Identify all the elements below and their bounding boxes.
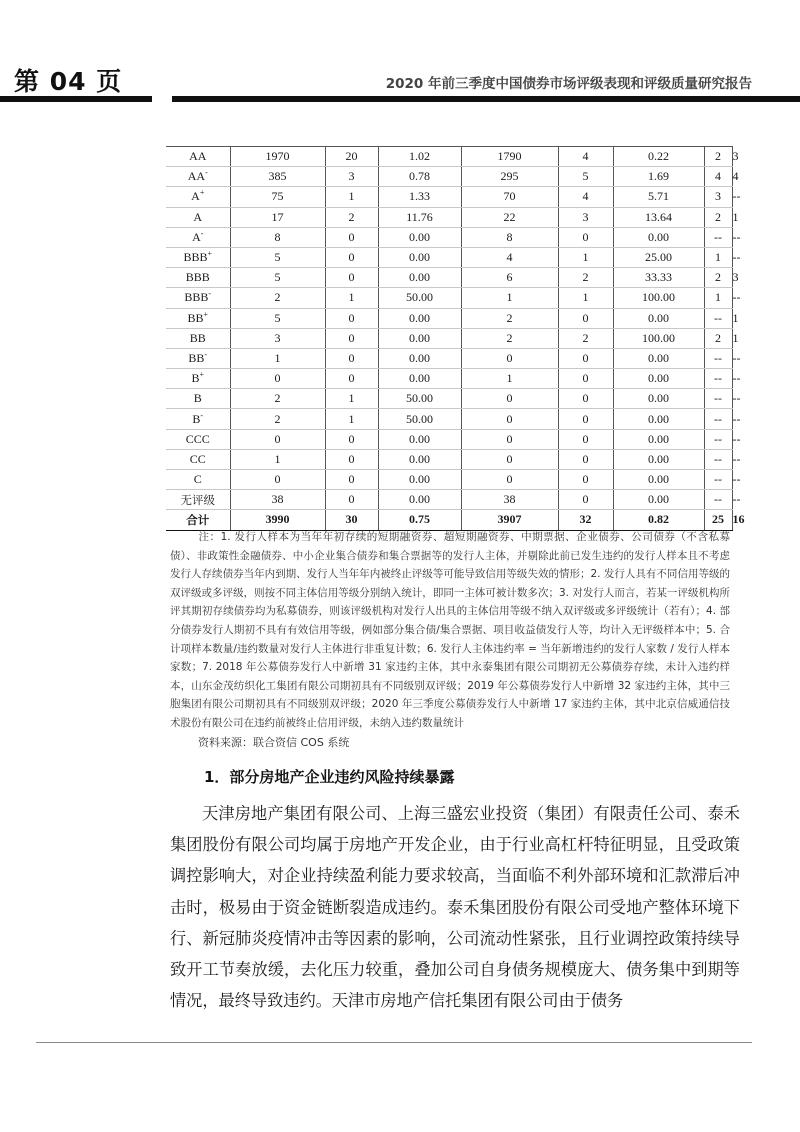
table-cell: 4 (704, 167, 732, 187)
table-cell: 4 (461, 247, 558, 267)
table-cell: -- (704, 348, 732, 368)
rating-label (166, 348, 230, 368)
table-cell: 0.00 (378, 470, 461, 490)
table-cell: 3 (325, 167, 378, 187)
table-cell: 5.71 (613, 187, 704, 207)
table-cell: 13.64 (613, 207, 704, 227)
rating-label (166, 207, 230, 227)
rating-text: AA (189, 149, 207, 164)
table-cell: 0 (230, 429, 325, 449)
table-cell: -- (704, 490, 732, 510)
table-cell: 0.00 (378, 247, 461, 267)
table-cell: 0 (558, 429, 613, 449)
table-cell: 0.00 (613, 308, 704, 328)
table-cell: 1 (325, 389, 378, 409)
table-cell: 22 (461, 207, 558, 227)
table-cell: 0.00 (378, 328, 461, 348)
table-cell: 3 (558, 207, 613, 227)
table-cell: 0 (461, 449, 558, 469)
table-cell: 0 (325, 470, 378, 490)
rating-text: BB (189, 330, 206, 345)
table-row: BBB 5 0 0.00 6 2 33.33 2 3 (166, 268, 732, 288)
table-row: CCC 0 0 0.00 0 0 0.00 -- -- (166, 429, 732, 449)
table-cell: 6 (461, 268, 558, 288)
rating-text: 合计 (186, 512, 210, 527)
table-row: BBB+ 5 0 0.00 4 1 25.00 1 -- (166, 247, 732, 267)
table-cell: 5 (230, 268, 325, 288)
table-cell: 0.00 (378, 308, 461, 328)
rating-label (166, 308, 230, 328)
rating-label (166, 147, 230, 167)
table-row: A+ 75 1 1.33 70 4 5.71 3 -- (166, 187, 732, 207)
table-cell: 1 (230, 348, 325, 368)
table-cell: 2 (558, 268, 613, 288)
table-cell: 2 (704, 207, 732, 227)
table-row: C 0 0 0.00 0 0 0.00 -- -- (166, 470, 732, 490)
table-cell: 0.00 (613, 490, 704, 510)
table-cell: 0 (325, 328, 378, 348)
rating-modifier: - (204, 349, 208, 359)
table-cell: -- (704, 409, 732, 429)
table-row: B- 2 1 50.00 0 0 0.00 -- -- (166, 409, 732, 429)
table-cell: 17 (230, 207, 325, 227)
rating-label (166, 369, 230, 389)
table-cell: 2 (230, 409, 325, 429)
rating-text: AA (187, 169, 206, 184)
table-cell: 3 (230, 328, 325, 348)
table-cell: 0.00 (613, 429, 704, 449)
table-cell: 0 (558, 389, 613, 409)
report-title: 2020 年前三季度中国债券市场评级表现和评级质量研究报告 (385, 76, 752, 92)
rating-label (166, 247, 230, 267)
table-cell: 0.82 (613, 510, 704, 530)
table-cell: 3907 (461, 510, 558, 530)
rating-text: BBB (185, 270, 210, 285)
notes-text: 注：1. 发行人样本为当年年初存续的短期融资券、超短期融资券、中期票据、企业债券、公司债券（不含私募债）、非政策性金融债券、中小企业集合债券和集合票据等的发行人主体，并剔除此前已发生违约的发行人样本且不考虑发行人存续债券当年内到期、发行人当年年内被终止评级等可能导致信用等级失效的情形；2. 发行人具有不同信用等级的双评级或多评级，则按不同主体信用等级分别纳入统计，即同一主体可被计数多次；3. 对发行人而言，若某一评级机构所评其期初存续债券均为私募债券，则该评级机构对发行人出具的主体信用等级不纳入双评级或多评级统计（若有）；4. 部分债券发行人期初不具有有效信用等级，例如部分集合债/集合票据、项目收益债发行人等，均计入无评级样本中；5. 合计项样本数量/违约数量对发行人主体进行非重复计数；6. 发行人主体违约率 = 当年新增违约的发行人家数 / 发行人样本家数；7. 2018 年公募债券发行人中新增 31 家违约主体，其中永泰集团有限公司期初无公募债券存续，未计入违约样本，山东金茂纺织化工集团有限公司期初具有不同级别双评级；2019 年公募债券发行人中新增 32 家违约主体，其中三胞集团有限公司期初具有不同级别双评级；2020 年三季度公募债券发行人中新增 17 家违约主体，其中北京信威通信技术股份有限公司在违约前被终止信用评级，未纳入违约数量统计 (170, 531, 730, 729)
rating-text: B (193, 391, 202, 406)
table-cell: 70 (461, 187, 558, 207)
rating-label (166, 449, 230, 469)
table-cell: 0 (325, 429, 378, 449)
rating-modifier: - (200, 228, 204, 238)
rating-text: C (193, 472, 202, 487)
table-cell: -- (704, 308, 732, 328)
table-cell: 8 (230, 227, 325, 247)
table-cell: 100.00 (613, 288, 704, 308)
table-cell: 0.00 (378, 490, 461, 510)
table-cell: 1 (230, 449, 325, 469)
table-cell: 0 (325, 227, 378, 247)
table-cell: 0 (461, 470, 558, 490)
header-bar-left (0, 96, 152, 102)
table-cell: 0 (230, 369, 325, 389)
rating-text: B (192, 411, 201, 426)
table-cell: 2 (230, 389, 325, 409)
table-cell: 2 (704, 147, 732, 167)
table-cell: 2 (704, 328, 732, 348)
table-cell: 0 (558, 348, 613, 368)
data-source: 资料来源：联合资信 COS 系统 (198, 736, 350, 749)
table-cell: 0.00 (613, 389, 704, 409)
rating-text: B (191, 371, 200, 386)
table-cell: 0 (230, 470, 325, 490)
table-cell: 1 (558, 288, 613, 308)
table-cell: -- (704, 429, 732, 449)
table-cell: 2 (461, 308, 558, 328)
footer-rule (36, 1042, 752, 1043)
table-cell: 2 (558, 328, 613, 348)
rating-text: BB (187, 310, 204, 325)
table-notes (170, 528, 730, 733)
table-row: A- 8 0 0.00 8 0 0.00 -- -- (166, 227, 732, 247)
table-cell: 0 (325, 449, 378, 469)
table-cell: 1 (558, 247, 613, 267)
rating-label (166, 288, 230, 308)
table-cell: 385 (230, 167, 325, 187)
table-cell: 0 (461, 409, 558, 429)
table-cell: 0.00 (378, 369, 461, 389)
table-cell: 0 (558, 227, 613, 247)
table-cell: 33.33 (613, 268, 704, 288)
table-cell: 0.00 (613, 470, 704, 490)
rating-text: A (192, 229, 201, 244)
rating-modifier: + (199, 370, 205, 380)
rating-label (166, 470, 230, 490)
table-cell: 0 (325, 268, 378, 288)
rating-modifier: + (207, 249, 213, 259)
table-cell: 5 (558, 167, 613, 187)
rating-label (166, 490, 230, 510)
table-cell: 3990 (230, 510, 325, 530)
table-cell: 0.00 (378, 227, 461, 247)
table-cell: 1 (461, 369, 558, 389)
rating-label (166, 187, 230, 207)
table-cell: 32 (558, 510, 613, 530)
table-cell: 0 (325, 348, 378, 368)
table-cell: 0 (558, 369, 613, 389)
table-cell: 0 (558, 449, 613, 469)
table-cell: -- (704, 389, 732, 409)
table-cell: 1 (461, 288, 558, 308)
table-cell: 8 (461, 227, 558, 247)
page-header (0, 0, 800, 110)
table-cell: -- (704, 449, 732, 469)
table-cell: 20 (325, 147, 378, 167)
table-row: BBB- 2 1 50.00 1 1 100.00 1 -- (166, 288, 732, 308)
table-cell: 0 (325, 247, 378, 267)
rating-text: BBB (183, 250, 208, 265)
table-cell: 295 (461, 167, 558, 187)
page-number: 第 04 页 (14, 67, 123, 96)
table-cell: 0 (325, 490, 378, 510)
rating-modifier: - (205, 168, 208, 178)
table-row: BB- 1 0 0.00 0 0 0.00 -- -- (166, 348, 732, 368)
header-bar-right (172, 96, 800, 102)
table-cell: 1970 (230, 147, 325, 167)
rating-modifier: - (200, 410, 204, 420)
table-cell: 30 (325, 510, 378, 530)
table-cell: 50.00 (378, 288, 461, 308)
table-cell: 38 (230, 490, 325, 510)
rating-modifier: - (208, 289, 212, 299)
table-cell: 0 (558, 470, 613, 490)
table-cell: 0 (325, 308, 378, 328)
table-cell: 4 (558, 187, 613, 207)
table-cell: 0.00 (613, 409, 704, 429)
table-cell: 1 (704, 288, 732, 308)
table-row: BB 3 0 0.00 2 2 100.00 2 1 (166, 328, 732, 348)
rating-text: A (193, 209, 203, 224)
rating-label (166, 268, 230, 288)
table-row: BB+ 5 0 0.00 2 0 0.00 -- 1 (166, 308, 732, 328)
table-cell: 1 (325, 288, 378, 308)
table-cell: 0.00 (378, 348, 461, 368)
table-cell: 0.00 (613, 227, 704, 247)
table-cell: 0.00 (613, 369, 704, 389)
table-cell: 2 (704, 268, 732, 288)
rating-label (166, 328, 230, 348)
rating-label (166, 167, 230, 187)
table-cell: 2 (325, 207, 378, 227)
table-cell: 1 (325, 187, 378, 207)
table-cell: 5 (230, 308, 325, 328)
table-cell: 1.33 (378, 187, 461, 207)
table-row: 无评级 38 0 0.00 38 0 0.00 -- -- (166, 490, 732, 510)
table-total-row: 合计 3990 30 0.75 3907 32 0.82 25 16 (166, 510, 732, 530)
table-cell: 1 (704, 247, 732, 267)
table-row: B 2 1 50.00 0 0 0.00 -- -- (166, 389, 732, 409)
table-cell: 50.00 (378, 409, 461, 429)
section-heading: 1．部分房地产企业违约风险持续暴露 (204, 768, 455, 786)
table-cell: 4 (558, 147, 613, 167)
table-cell: 0 (558, 490, 613, 510)
table-cell: 0.22 (613, 147, 704, 167)
table-cell: -- (704, 227, 732, 247)
table-cell: 11.76 (378, 207, 461, 227)
rating-text: BBB (184, 290, 209, 305)
rating-label (166, 429, 230, 449)
table-cell: 1.02 (378, 147, 461, 167)
table-cell: 75 (230, 187, 325, 207)
table-cell: 0.00 (378, 429, 461, 449)
table-cell: 0.00 (613, 449, 704, 469)
table-cell: 0.75 (378, 510, 461, 530)
table-cell: 0.78 (378, 167, 461, 187)
table-cell: 0.00 (378, 268, 461, 288)
table-row: A 17 2 11.76 22 3 13.64 2 1 (166, 207, 732, 227)
rating-modifier: + (203, 309, 209, 319)
table-cell: -- (704, 369, 732, 389)
table-cell: 25 (704, 510, 732, 530)
table-cell: 0 (558, 308, 613, 328)
rating-text: A (191, 189, 200, 204)
table-cell: 38 (461, 490, 558, 510)
rating-modifier: + (199, 188, 205, 198)
table-cell: 0 (558, 409, 613, 429)
rating-text: 无评级 (180, 492, 215, 507)
table-cell: 1 (325, 409, 378, 429)
table-cell: 1790 (461, 147, 558, 167)
table-cell: -- (704, 470, 732, 490)
table-cell: 0 (325, 369, 378, 389)
body-paragraph (170, 798, 740, 1016)
table-cell: 25.00 (613, 247, 704, 267)
table-cell: 100.00 (613, 328, 704, 348)
body-paragraph-text: 天津房地产集团有限公司、上海三盛宏业投资（集团）有限责任公司、泰禾集团股份有限公司均属于房地产开发企业，由于行业高杠杆特征明显，且受政策调控影响大，对企业持续盈利能力要求较高，当面临不利外部环境和汇款滞后冲击时，极易由于资金链断裂造成违约。泰禾集团股份有限公司受地产整体环境下行、新冠肺炎疫情冲击等因素的影响，公司流动性紧张，且行业调控政策持续导致开工节奏放缓，去化压力较重，叠加公司自身债务规模庞大、债务集中到期等情况，最终导致违约。天津市房地产信托集团有限公司由于债务 (170, 804, 740, 1011)
table-row: CC 1 0 0.00 0 0 0.00 -- -- (166, 449, 732, 469)
table-cell: 50.00 (378, 389, 461, 409)
table-cell: 2 (230, 288, 325, 308)
rating-text: BB (188, 350, 205, 365)
table-row: AA 1970 20 1.02 1790 4 0.22 2 3 (166, 147, 732, 167)
rating-label (166, 389, 230, 409)
default-rate-table (166, 146, 745, 531)
table-cell: 0.00 (613, 348, 704, 368)
table-cell: 0 (461, 348, 558, 368)
table-cell: 0 (461, 429, 558, 449)
rating-label (166, 409, 230, 429)
table-row: AA- 385 3 0.78 295 5 1.69 4 4 (166, 167, 732, 187)
table-cell: 1.69 (613, 167, 704, 187)
table-cell: 2 (461, 328, 558, 348)
table-cell: 0 (461, 389, 558, 409)
table-cell: 5 (230, 247, 325, 267)
table-cell: 0.00 (378, 449, 461, 469)
table-cell: 3 (704, 187, 732, 207)
rating-label (166, 227, 230, 247)
rating-text: CCC (185, 431, 210, 446)
table-row: B+ 0 0 0.00 1 0 0.00 -- -- (166, 369, 732, 389)
rating-text: CC (189, 451, 206, 466)
